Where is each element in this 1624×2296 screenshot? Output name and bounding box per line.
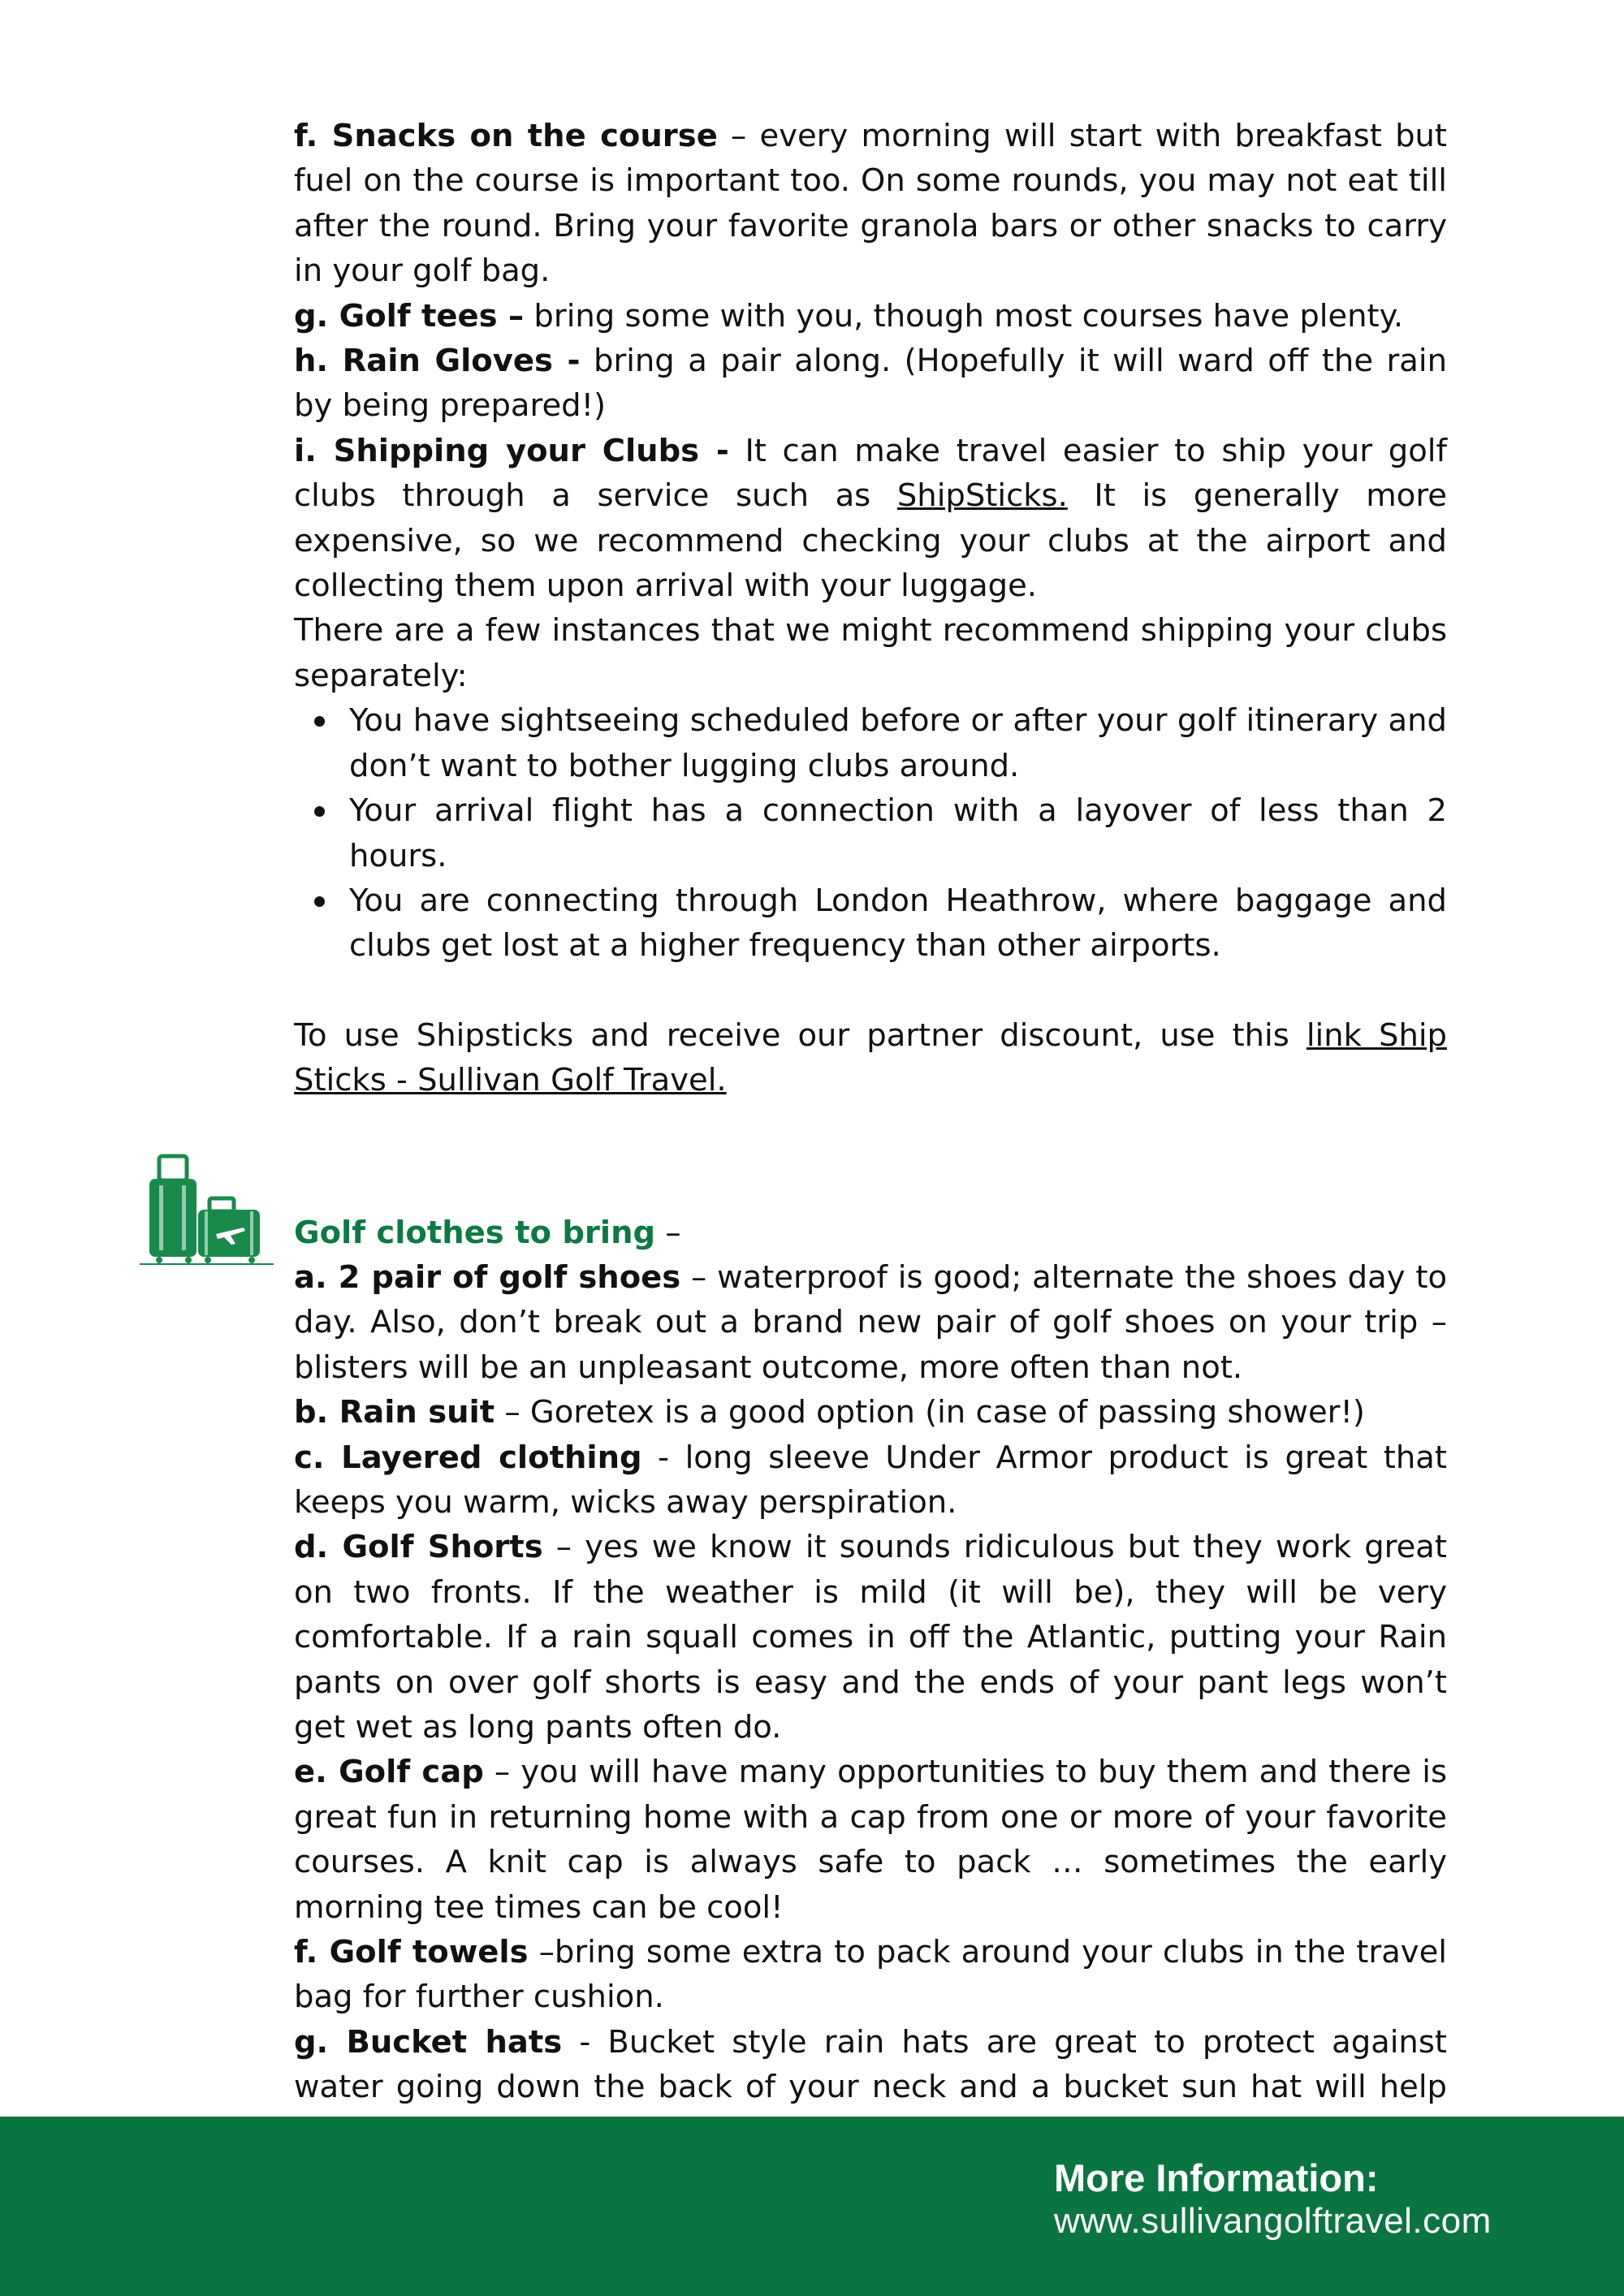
item-text: – every morning will start with breakfast but fuel on the course is important too. On some rounds, you may not eat till after the round. Bring your favorite granola bars or other snacks to carry in your golf bag. [294,118,1448,290]
item-label: h. Rain Gloves - [294,343,581,380]
item-text: – yes we know it sounds ridiculous but they work great on two fronts. If the weather is mild (it will be), they will be very comfortable. If a rain squall comes in off the Atlantic, putting your Rain pants on over golf shorts is easy and the ends of your pant legs won’t get wet as long pants often do. [294,1529,1447,1746]
item-text: – Goretex is a good option (in case of passing shower!) [495,1394,1365,1431]
item-golf-tees [294,294,1447,339]
item-golf-cap [294,1750,1447,1930]
item-golf-shoes [294,1255,1447,1390]
item-rain-gloves [294,339,1447,429]
item-label: e. Golf cap [294,1754,484,1791]
item-label: f. Golf towels [294,1934,529,1971]
item-text: bring a pair along. (Hopefully it will ward off the rain by being prepared!) [294,343,1447,425]
shipsticks-link[interactable]: ShipSticks. [896,477,1068,515]
item-text: –bring some extra to pack around your clubs in the travel bag for further cushion. [294,1934,1447,2016]
item-rain-suit [294,1390,1447,1435]
heading-dash: – [655,1214,681,1251]
item-label: i. Shipping your Clubs - [294,432,729,469]
clothes-heading [294,1211,1447,1255]
footer-title: More Information: [1054,2156,1379,2199]
item-label: d. Golf Shorts [294,1529,543,1566]
item-golf-shorts [294,1525,1447,1750]
discount-paragraph [294,1013,1447,1103]
item-text: – you will have many opportunities to buy them and there is great fun in returning home with a cap from one or more of your favorite courses. A knit cap is always safe to pack … sometimes the early morning tee times can be cool! [294,1754,1447,1926]
item-layered-clothing [294,1435,1447,1526]
list-item: You are connecting through London Heathrow, where baggage and clubs get lost at a higher frequency than other airports. [349,878,1447,969]
item-label: g. Bucket hats [294,2023,563,2061]
item-label: b. Rain suit [294,1394,495,1431]
item-text: It can make travel easier to ship your golf clubs through a service such as [294,432,1447,515]
item-text: It is generally more expensive, so we recommend checking your clubs at the airport and collecting them upon arrival with your luggage. [294,477,1447,605]
item-label: f. Snacks on the course [294,118,718,154]
item-shipping-clubs [294,429,1447,609]
item-text: - Bucket style rain hats are great to protect against water going down the back of your neck and a bucket sun hat will help [294,2023,1447,2106]
luggage-icon [140,1153,274,1267]
item-label: c. Layered clothing [294,1439,642,1476]
website-link[interactable]: www.sullivangolftravel.com [1054,2201,1492,2241]
list-item: Your arrival flight has a connection with a layover of less than 2 hours. [349,788,1447,878]
shipping-intro: There are a few instances that we might recommend shipping your clubs separately: [294,612,1447,694]
ship-sticks-discount-link[interactable]: link Ship Sticks - Sullivan Golf Travel. [294,1016,1447,1099]
item-label: g. Golf tees – [294,297,525,334]
item-label: a. 2 pair of golf shoes [294,1258,681,1296]
item-golf-towels [294,1930,1447,2020]
item-text: - long sleeve Under Armor product is great that keeps you warm, wicks away perspiration. [294,1439,1447,1521]
item-text: – waterproof is good; alternate the shoes day to day. Also, don’t break out a brand new pair of golf shoes on your trip – blisters will be an unpleasant outcome, more often than not. [294,1258,1447,1386]
discount-text: To use Shipsticks and receive our partner discount, use this [294,1016,1307,1054]
footer-banner [0,2117,1624,2296]
section-title: Golf clothes to bring [294,1214,656,1251]
item-text: bring some with you, though most courses have plenty. [524,297,1404,334]
item-snacks [294,114,1447,294]
list-item: You have sightseeing scheduled before or after your golf itinerary and don’t want to bother lugging clubs around. [349,698,1447,788]
document-body [294,114,1447,2155]
shipping-reasons-list [294,698,1447,968]
